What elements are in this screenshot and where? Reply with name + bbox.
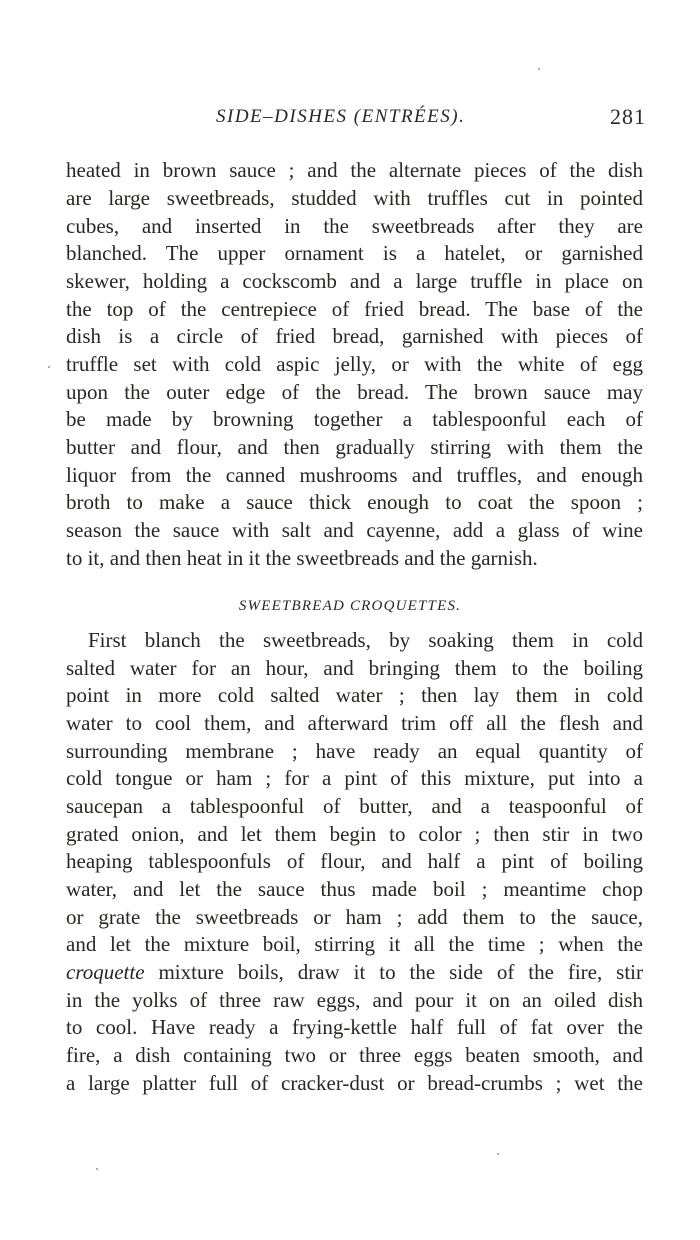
text-line: to cool. Have ready a frying-kettle half full of fat over the <box>66 1015 643 1039</box>
text-line: to it, and then heat in it the sweetbreads and the garnish. <box>66 546 538 570</box>
text-line: season the sauce with salt and cayenne, add a glass of wine <box>66 518 643 542</box>
text-line: are large sweetbreads, studded with truffles cut in pointed <box>66 186 643 210</box>
page-header <box>66 106 646 136</box>
text-line: fire, a dish containing two or three eggs beaten smooth, and <box>66 1043 643 1067</box>
text-line: upon the outer edge of the bread. The brown sauce may <box>66 380 643 404</box>
text-line: saucepan a tablespoonful of butter, and a teaspoonful of <box>66 794 643 818</box>
text-line: or grate the sweetbreads or ham ; add them to the sauce, <box>66 905 643 929</box>
text-line: water, and let the sauce thus made boil ; meantime chop <box>66 877 643 901</box>
text-line: cold tongue or ham ; for a pint of this mixture, put into a <box>66 766 643 790</box>
paper-speck <box>48 366 50 368</box>
text-line: heaping tablespoonfuls of flour, and half a pint of boiling <box>66 849 643 873</box>
text-line: butter and flour, and then gradually stirring with them the <box>66 435 643 459</box>
text-line: water to cool them, and afterward trim off all the flesh and <box>66 711 643 735</box>
page-number: 281 <box>610 104 646 129</box>
running-title: SIDE–DISHES (ENTRÉES). <box>216 106 466 127</box>
text-line: blanched. The upper ornament is a hatelet, or garnished <box>66 241 643 265</box>
text-line: liquor from the canned mushrooms and truffles, and enough <box>66 463 643 487</box>
text-line: truffle set with cold aspic jelly, or with the white of egg <box>66 352 643 376</box>
text-line-rest: mixture boils, draw it to the side of the fire, stir <box>158 960 644 984</box>
text-line: broth to make a sauce thick enough to coat the spoon ; <box>66 490 643 514</box>
text-line: First blanch the sweetbreads, by soaking them in cold <box>88 628 643 652</box>
text-line: the top of the centrepiece of fried bread. The base of the <box>66 297 643 321</box>
text-line: grated onion, and let them begin to color ; then stir in two <box>66 822 643 846</box>
text-line: skewer, holding a cockscomb and a large truffle in place on <box>66 269 643 293</box>
paper-speck <box>96 1168 98 1170</box>
text-line: and let the mixture boil, stirring it all the time ; when the <box>66 932 643 956</box>
paper-speck <box>497 1153 499 1155</box>
text-line: heated in brown sauce ; and the alternate pieces of the dish <box>66 158 643 182</box>
text-line: be made by browning together a tablespoonful each of <box>66 407 643 431</box>
text-line: a large platter full of cracker-dust or bread-crumbs ; wet the <box>66 1071 643 1095</box>
text-line-with-italic <box>66 959 643 985</box>
text-line: in the yolks of three raw eggs, and pour it on an oiled dish <box>66 988 643 1012</box>
section-heading: SWEETBREAD CROQUETTES. <box>238 598 462 614</box>
italic-term: croquette <box>66 960 145 984</box>
text-line: point in more cold salted water ; then lay them in cold <box>66 683 643 707</box>
text-line: salted water for an hour, and bringing them to the boiling <box>66 656 643 680</box>
text-line: surrounding membrane ; have ready an equal quantity of <box>66 739 643 763</box>
text-line: dish is a circle of fried bread, garnished with pieces of <box>66 324 643 348</box>
paper-speck <box>538 68 540 70</box>
text-line: cubes, and inserted in the sweetbreads after they are <box>66 214 643 238</box>
